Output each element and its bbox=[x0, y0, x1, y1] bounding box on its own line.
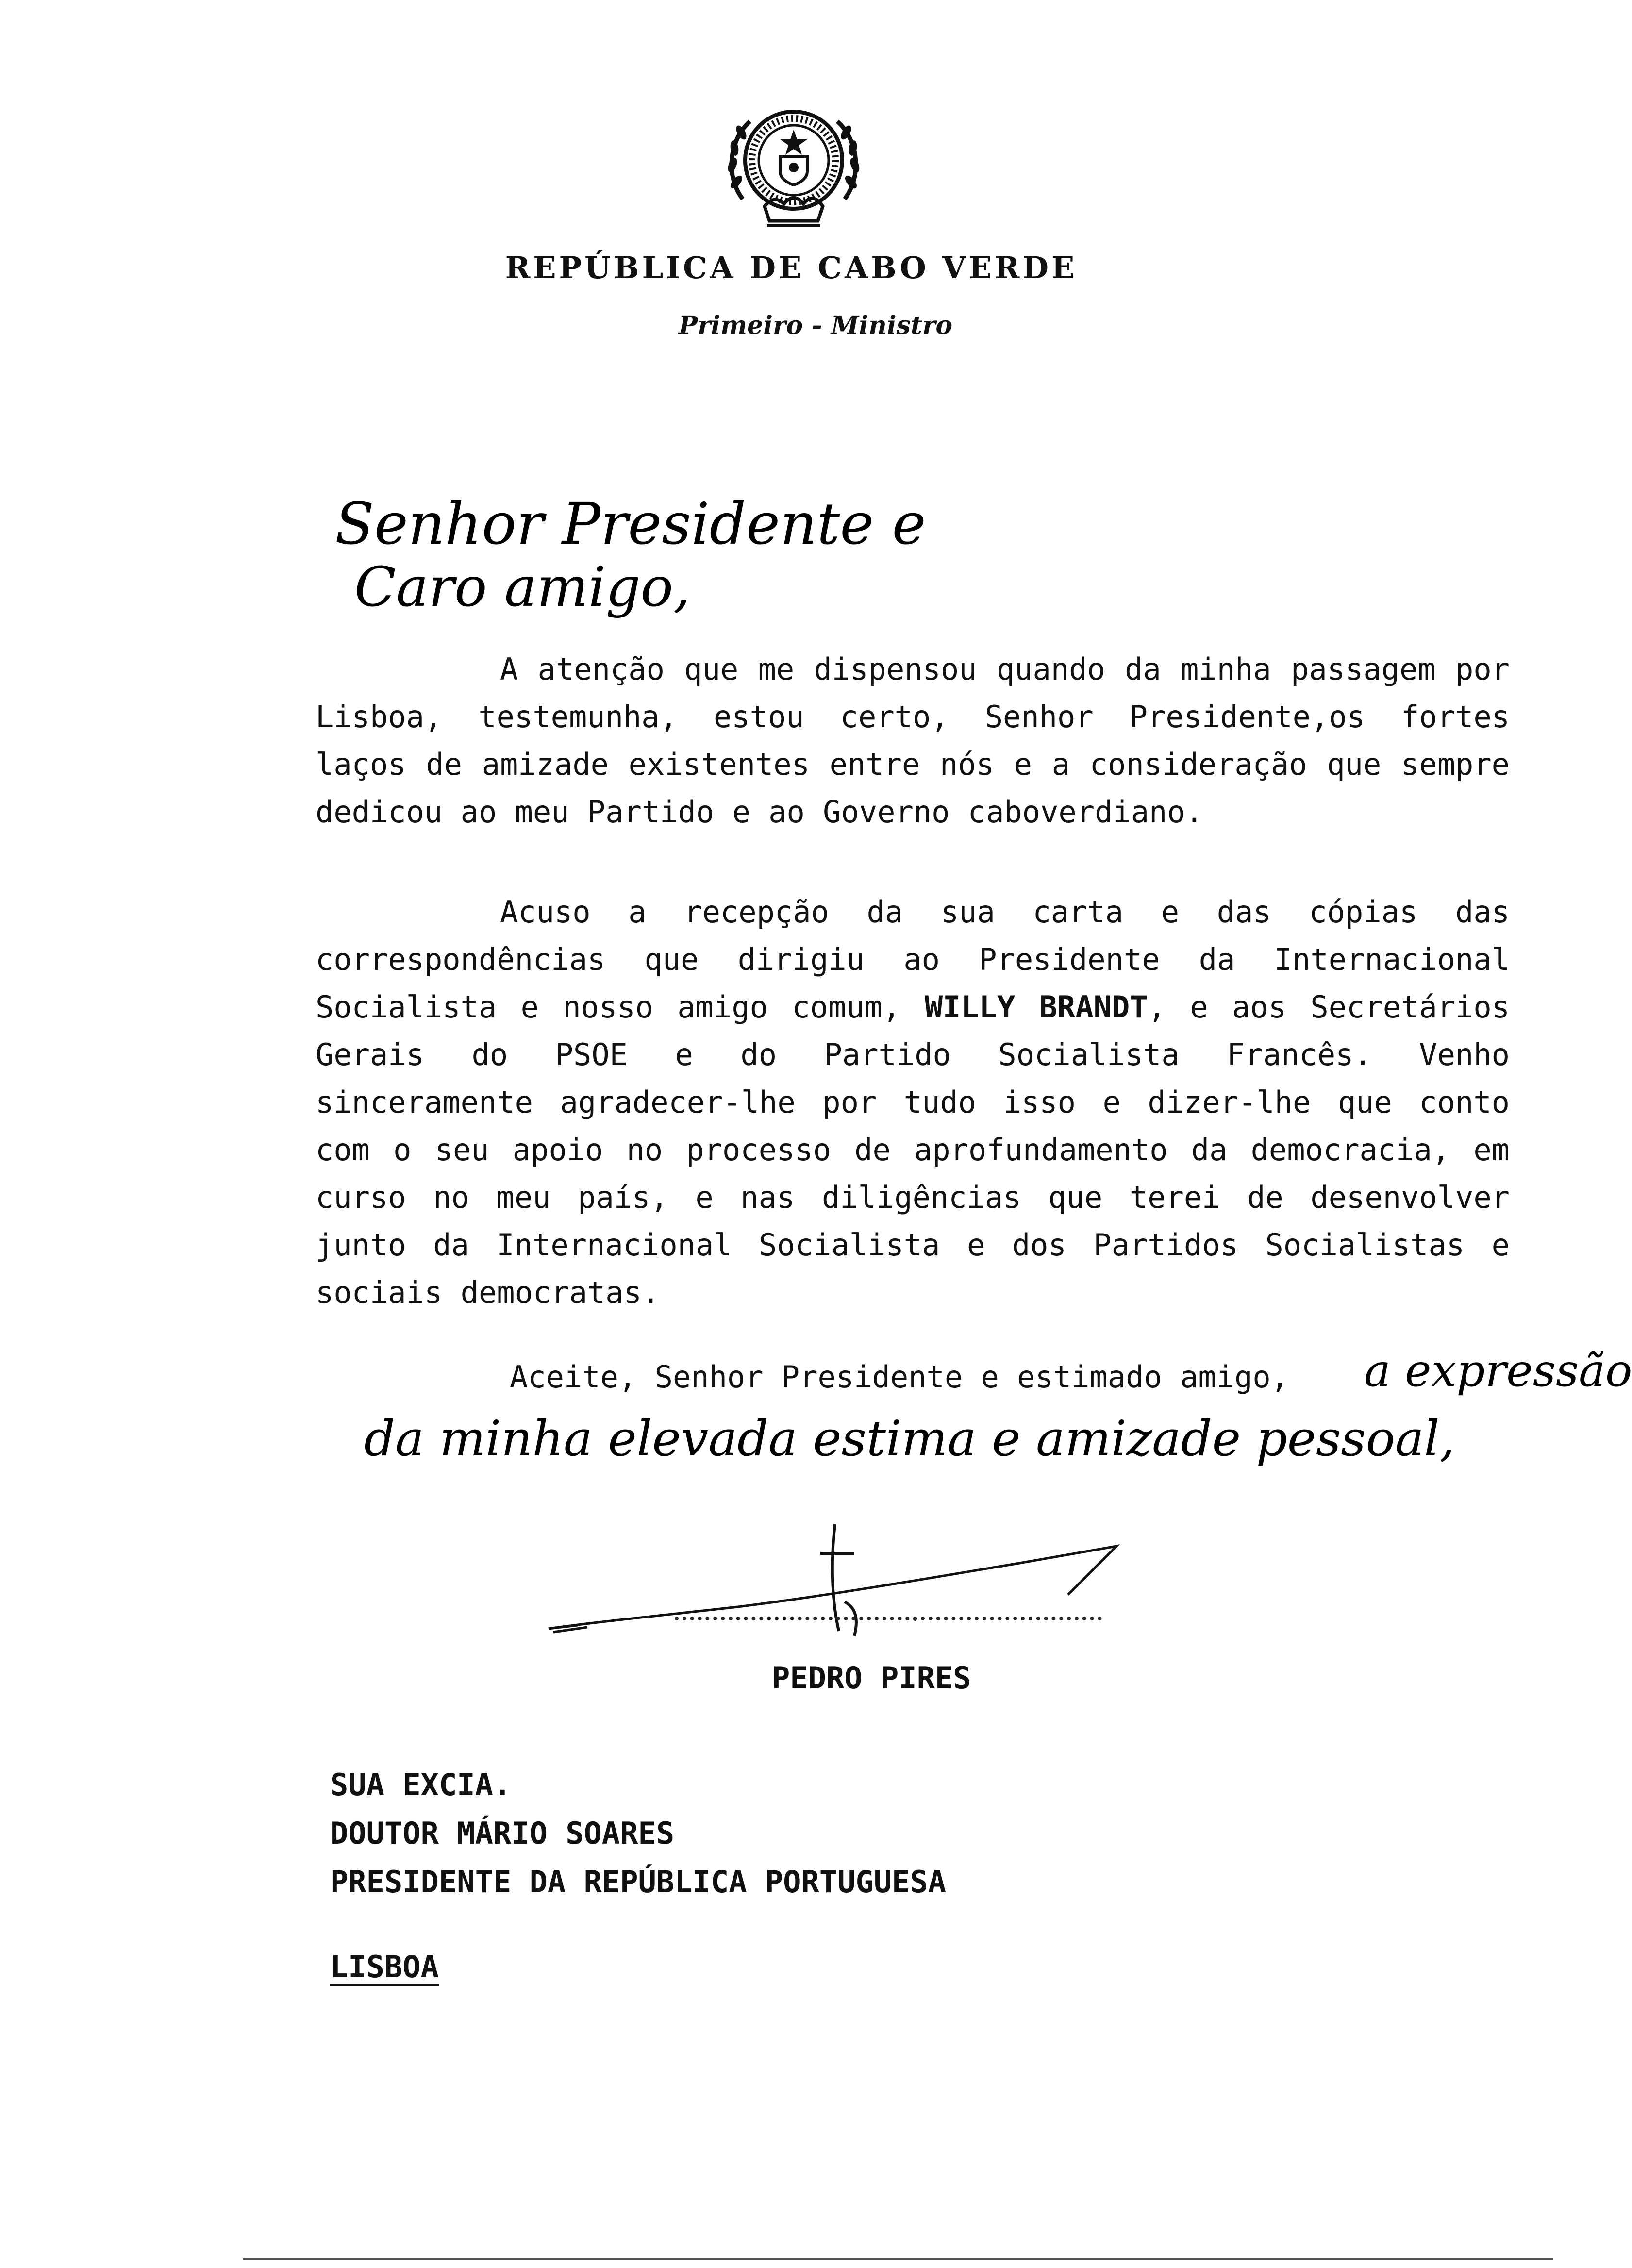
closing-typed: Aceite, Senhor Presidente e estimado amigo, bbox=[510, 1359, 1289, 1395]
signature-line bbox=[675, 1617, 1102, 1620]
salutation-line-2: Caro amigo, bbox=[354, 556, 691, 619]
letterhead-office: Primeiro - Ministro bbox=[678, 311, 953, 340]
addressee-line-3: PRESIDENTE DA REPÚBLICA PORTUGUESA bbox=[330, 1864, 947, 1900]
body-paragraph-2-text-a: Acuso a recepção da sua carta e das cópias das correspondências que dirigiu ao Presidente da Internacional Socialista e nosso amigo comum, bbox=[316, 894, 1510, 1025]
body-paragraph-2 bbox=[316, 888, 1510, 1317]
body-paragraph-2-text-b: , e aos Secretários Gerais do PSOE e do Partido Socialista Francês. Venho sinceramente agradecer-lhe por tudo isso e dizer-lhe que conto com o seu apoio no processo de aprofundamento da democracia, em curso no meu país, e nas diligências que terei de desenvolver junto da Internacional Socialista e dos Partidos Socialistas e sociais democratas. bbox=[316, 989, 1510, 1310]
bottom-edge-line bbox=[243, 2258, 1553, 2260]
letterhead-country: REPÚBLICA DE CABO VERDE bbox=[505, 250, 1078, 285]
addressee-line-2: DOUTOR MÁRIO SOARES bbox=[330, 1816, 675, 1851]
body-paragraph-1-text: A atenção que me dispensou quando da minha passagem por Lisboa, testemunha, estou certo, Senhor Presidente,os fortes laços de amizade existentes entre nós e a consideração que sempre dedicou ao meu Partido e ao Governo caboverdiano. bbox=[316, 651, 1510, 830]
signer-name: PEDRO PIRES bbox=[772, 1660, 971, 1696]
addressee-city: LISBOA bbox=[330, 1949, 439, 1984]
closing-handwritten-1: a expressão bbox=[1364, 1345, 1632, 1397]
body-paragraph-1 bbox=[316, 646, 1510, 836]
highlighted-name: WILLY BRANDT bbox=[924, 989, 1148, 1025]
coat-of-arms-icon bbox=[716, 95, 871, 240]
closing-handwritten-2: da minha elevada estima e amizade pessoal, bbox=[364, 1410, 1455, 1467]
salutation-line-1: Senhor Presidente e bbox=[335, 490, 926, 557]
handwritten-signature bbox=[534, 1495, 1141, 1651]
addressee-line-1: SUA EXCIA. bbox=[330, 1767, 512, 1802]
